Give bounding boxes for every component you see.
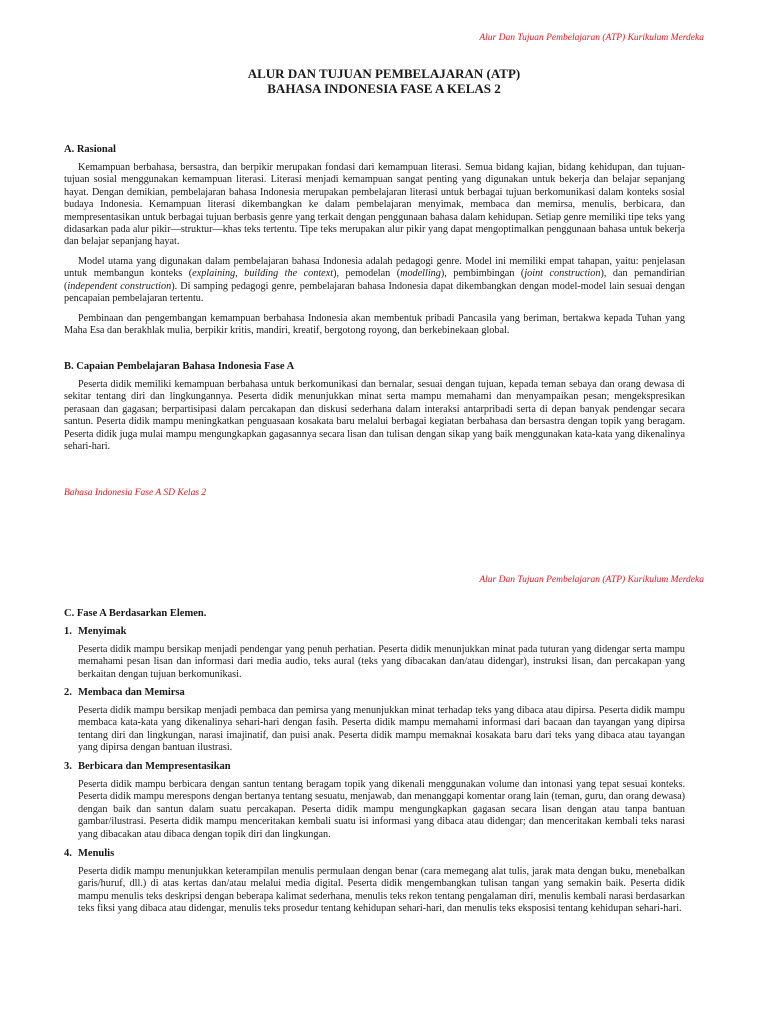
- p2-italic-4: independent construction: [67, 280, 172, 292]
- section-a-paragraph-1: Kemampuan berbahasa, bersastra, dan berpikir merupakan fondasi dari kemampuan literasi. Semua bidang kajian, bidang kehidupan, dan tujuan-tujuan sosial menggunakan kemampuan literasi. Literasi menjadi kemampuan sangat penting yang digunakan untuk bekerja dan belajar sepanjang hayat. Dengan demikian, pembelajaran bahasa Indonesia merupakan pembelajaran literasi untuk berbagai tujuan berkomunikasi dalam konteks sosial budaya Indonesia. Kemampuan literasi dikembangkan ke dalam pembelajaran menyimak, membaca dan memirsa, menulis, berbicara, dan mempresentasikan untuk berbagai tujuan berbasis genre yang terkait dengan penggunaan bahasa dalam kehidupan. Setiap genre memiliki tipe teks yang didasarkan pada alur pikir—struktur—khas teks tertentu. Tipe teks merupakan alur pikir yang dapat mengoptimalkan penggunaan bahasa untuk bekerja dan belajar sepanjang hayat.: [64, 162, 685, 248]
- element-text-berbicara: Peserta didik mampu berbicara dengan santun tentang beragam topik yang dikenali menggunakan volume dan intonasi yang tepat sesuai konteks. Peserta didik mampu merespons dengan bertanya tentang sesuatu, menjawab, dan menanggapi komentar orang lain (teman, guru, dan orang dewasa) dengan baik dan santun dalam suatu percakapan. Peserta didik mampu mengungkapkan gagasan secara lisan dengan atau tanpa bantuan gambar/ilustrasi. Peserta didik mampu menceritakan kembali suatu isi informasi yang dibaca atau didengar; dan menceritakan kembali teks narasi yang dibacakan atau dibaca dengan topik diri dan lingkungan.: [78, 779, 685, 840]
- section-b-heading: B. Capaian Pembelajaran Bahasa Indonesia Fase A: [64, 361, 295, 372]
- element-heading-menulis: [64, 848, 114, 859]
- running-header-page-2: Alur Dan Tujuan Pembelajaran (ATP) Kurikulum Merdeka: [479, 575, 704, 585]
- element-heading-menyimak: [64, 626, 126, 637]
- element-heading-membaca: [64, 687, 185, 698]
- section-a-heading: A. Rasional: [64, 144, 116, 155]
- element-title: Membaca dan Memirsa: [78, 687, 185, 698]
- p2-text-2: ), pemodelan (: [333, 268, 401, 280]
- p2-text-5: ). Di samping pedagogi genre, pembelajaran bahasa Indonesia dapat dikembangkan dengan model-model lain sesuai dengan pencapaian pembelajaran tertentu.: [64, 280, 685, 305]
- p2-text-3: ), pembimbingan (: [440, 268, 525, 280]
- element-text-menyimak: Peserta didik mampu bersikap menjadi pendengar yang penuh perhatian. Peserta didik menunjukkan minat pada tuturan yang didengar serta mampu memahami pesan lisan dan informasi dari media audio, teks aural (teks yang dibacakan dan/atau didengar), instruksi lisan, dan percakapan yang berkaitan dengan tujuan berkomunikasi.: [78, 644, 685, 680]
- section-a-paragraph-3: Pembinaan dan pengembangan kemampuan berbahasa Indonesia akan membentuk pribadi Pancasila yang beriman, bertakwa kepada Tuhan yang Maha Esa dan berakhlak mulia, berpikir kritis, mandiri, kreatif, bergotong royong, dan berkebinekaan global.: [64, 313, 685, 337]
- element-text-menulis: Peserta didik mampu menunjukkan keterampilan menulis permulaan dengan benar (cara memegang alat tulis, jarak mata dengan buku, menebalkan garis/huruf, dll.) di atas kertas dan/atau melalui media digital. Peserta didik mengembangkan tulisan tangan yang semakin baik. Peserta didik mampu menulis teks deskripsi dengan beberapa kalimat sederhana, menulis teks rekon tentang pengalaman diri, menulis kembali narasi berdasarkan teks fiksi yang dibaca atau didengar, menulis teks prosedur tentang kehidupan sehari-hari, dan menulis teks eksposisi tentang kehidupan sehari-hari.: [78, 866, 685, 915]
- p2-text-1: Model utama yang digunakan dalam pembelajaran bahasa Indonesia adalah pedagogi genre. Model ini memiliki empat tahapan, yaitu: penjelasan untuk membangun konteks (: [64, 256, 685, 280]
- element-number: 1.: [64, 626, 72, 637]
- section-a-paragraph-2: [64, 256, 685, 306]
- document-title-line1: ALUR DAN TUJUAN PEMBELAJARAN (ATP): [247, 66, 521, 81]
- element-title: Menulis: [78, 848, 115, 859]
- p2-italic-2: modelling: [400, 268, 441, 280]
- element-number: 2.: [64, 687, 72, 698]
- element-title: Berbicara dan Mempresentasikan: [78, 761, 231, 772]
- p2-text-4: ), dan pemandirian (: [64, 268, 686, 292]
- document-title-line2: BAHASA INDONESIA FASE A KELAS 2: [267, 81, 501, 96]
- p2-italic-1: explaining, building the context: [192, 268, 334, 280]
- element-number: 3.: [64, 761, 72, 772]
- running-header: Alur Dan Tujuan Pembelajaran (ATP) Kurikulum Merdeka: [479, 33, 704, 43]
- element-title: Menyimak: [78, 626, 127, 637]
- p2-italic-3: joint construction: [524, 268, 601, 280]
- element-heading-berbicara: [64, 761, 231, 772]
- section-b-paragraph-1: Peserta didik memiliki kemampuan berbahasa untuk berkomunikasi dan bernalar, sesuai dengan tujuan, kepada teman sebaya dan orang dewasa di sekitar tentang diri dan lingkungannya. Peserta didik menunjukkan minat serta mampu memahami dan menyampaikan pesan; mengekspresikan perasaan dan gagasan; berpartisipasi dalam percakapan dan diskusi sederhana dalam interaksi antarpribadi serta di depan banyak pendengar secara santun. Peserta didik mampu meningkatkan penguasaan kosakata baru melalui berbagai kegiatan berbahasa dan bersastra dengan topik yang beragam. Peserta didik juga mulai mampu mengungkapkan gagasannya secara lisan dan tulisan dengan sikap yang baik menggunakan kata-kata yang dikenalinya sehari-hari.: [64, 379, 685, 453]
- section-c-heading: C. Fase A Berdasarkan Elemen.: [64, 608, 207, 619]
- running-footer: Bahasa Indonesia Fase A SD Kelas 2: [64, 488, 207, 498]
- element-number: 4.: [64, 848, 72, 859]
- element-text-membaca: Peserta didik mampu bersikap menjadi pembaca dan pemirsa yang menunjukkan minat terhadap teks yang dibaca atau dipirsa. Peserta didik mampu membaca kata-kata yang dikenalinya sehari-hari dengan fasih. Peserta didik mampu memahami informasi dari bacaan dan tayangan yang dipirsa tentang diri dan lingkungan, narasi imajinatif, dan puisi anak. Peserta didik mampu memaknai kosakata baru dari teks yang dibaca atau tayangan yang dipirsa dengan bantuan ilustrasi.: [78, 705, 685, 754]
